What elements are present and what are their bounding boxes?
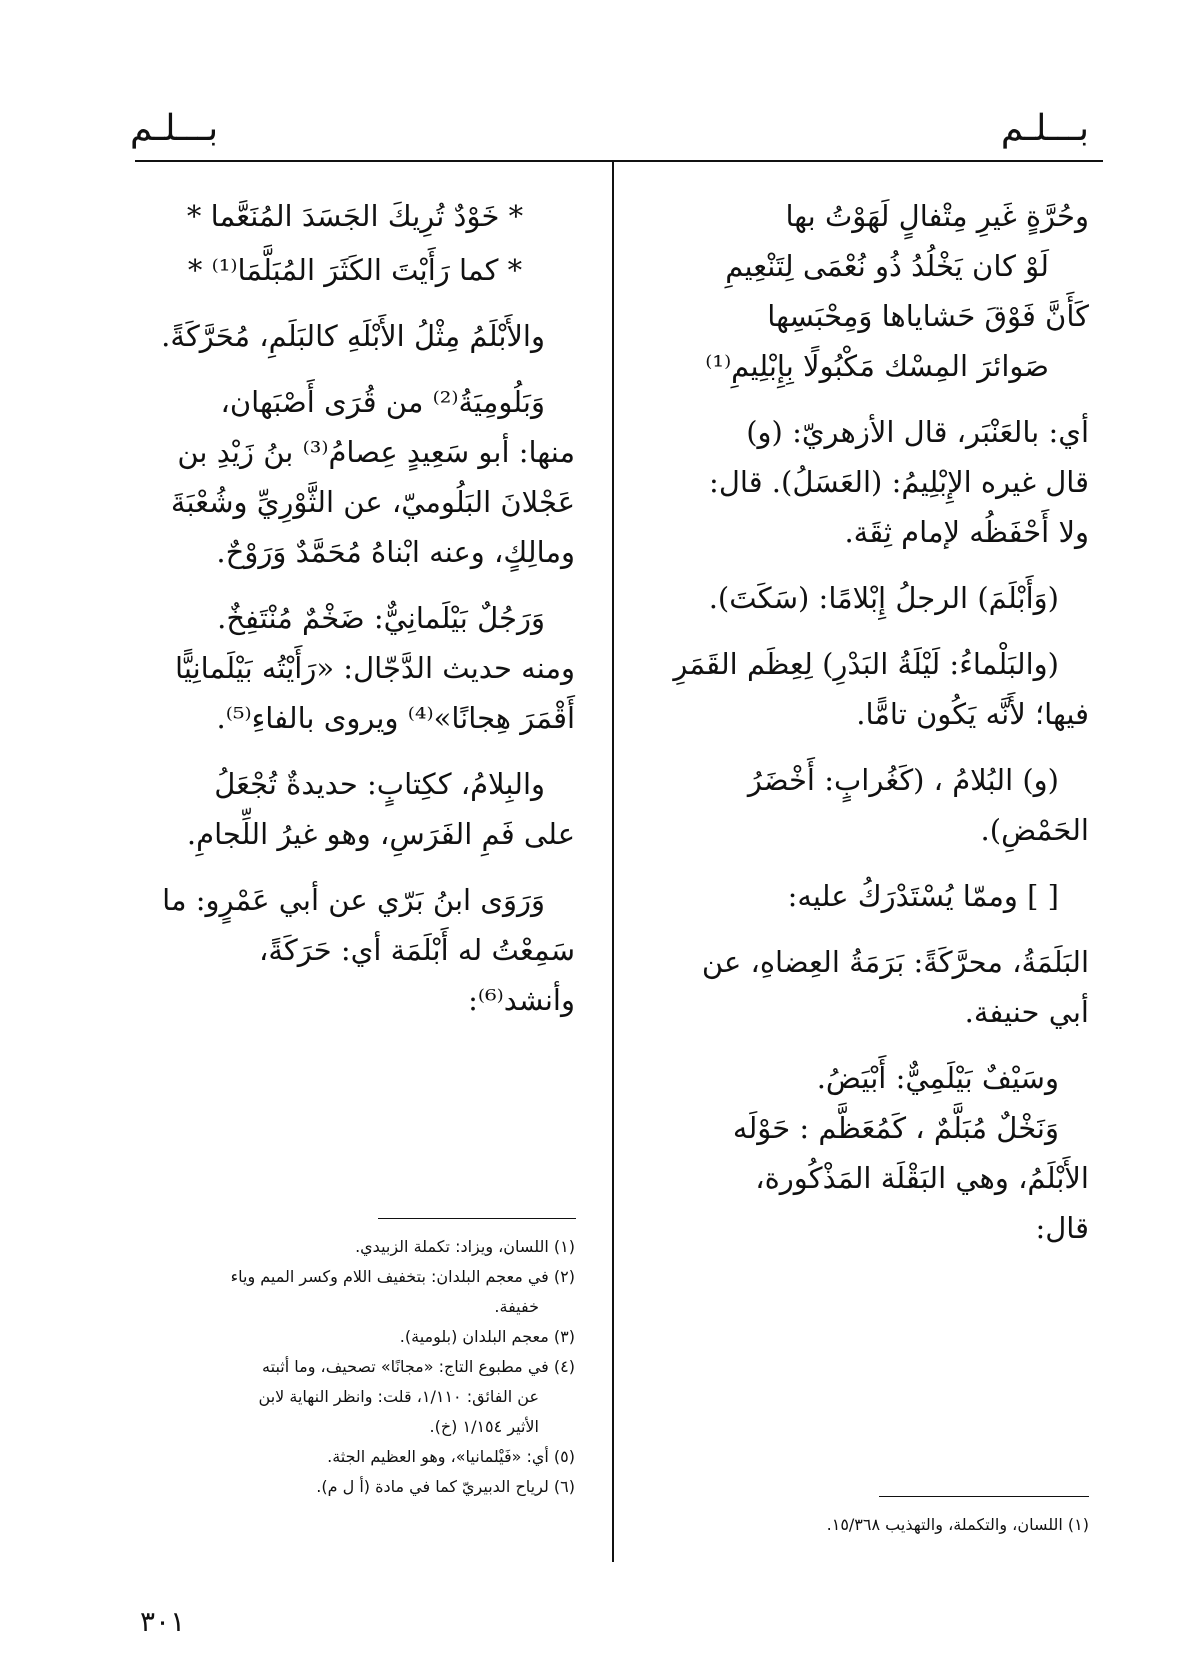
text-line: قال:: [1035, 1211, 1089, 1245]
text-line: الحَمْضِ).: [980, 813, 1089, 847]
footnote-continuation: خفيفة.: [494, 1297, 539, 1316]
text-line: على فَمِ الفَرَسِ، وهو غيرُ اللِّجامِ.: [186, 817, 575, 851]
footnote: (٥) أي: «فَيْلمانيا»، وهو العظيم الجثة.: [327, 1447, 575, 1466]
text-line: ولا أَحْفَظُه لإمام ثِقَة.: [844, 515, 1089, 549]
text-line: وَرَجُلٌ بَيْلَمانِيٌّ: ضَخْمٌ مُنْتَفِخٌ.: [217, 601, 545, 635]
text-line: سَمِعْتُ له أَبْلَمَة أي: حَرَكَةً،: [259, 933, 575, 967]
footnote: (٦) لرياح الدبيريّ كما في مادة (أ ل م).: [316, 1477, 575, 1496]
text-line: (والبَلْماءُ: لَيْلَةُ البَدْرِ) لِعِظَم القَمَرِ: [673, 647, 1059, 681]
footnotes-left: [135, 1232, 575, 1502]
text-line: منها: أبو سَعِيدٍ عِصامُ⁽³⁾ بنُ زَيْدِ بن: [177, 435, 575, 469]
footnote-continuation: عن الفائق: ١/١١٠، قلت: وانظر النهاية لابن: [258, 1387, 539, 1406]
footnote-rule-left: [378, 1218, 576, 1219]
text-line: وأنشد⁽⁶⁾:: [468, 983, 575, 1017]
text-line: وَرَوَى ابنُ بَرّي عن أبي عَمْرٍو: ما: [162, 883, 545, 917]
verse-line: * كما رَأَيْتَ الكَثَرَ المُبَلَّمَا⁽¹⁾ *: [187, 253, 523, 287]
footnote: (١) اللسان، والتكملة، والتهذيب ١٥/٣٦٨.: [826, 1515, 1089, 1534]
footnote-rule-right: [879, 1496, 1089, 1497]
text-line: وسَيْفٌ بَيْلَمِيٌّ: أَبْيَضُ.: [816, 1061, 1059, 1095]
header-rule: [135, 160, 1103, 162]
text-line: أبي حنيفة.: [964, 995, 1089, 1029]
footnote: (٣) معجم البلدان (بلومية).: [399, 1327, 575, 1346]
verse-line: وحُرَّةٍ غَيرِ مِتْفالٍ لَهَوْتُ بها: [785, 199, 1089, 233]
right-column: [634, 192, 1089, 1254]
text-line: وَبَلُومِيَةُ⁽²⁾ من قُرَى أَصْبَهان،: [220, 385, 545, 419]
column-divider: [612, 162, 614, 1562]
running-head-left: بـــلـم: [130, 108, 219, 149]
footnote: (١) اللسان، ويزاد: تكملة الزبيدي.: [355, 1237, 575, 1256]
text-line: أَقْمَرَ هِجانًا»⁽⁴⁾ ويروى بالفاءِ⁽⁵⁾.: [216, 701, 575, 735]
verse-line: صَوائرَ المِسْك مَكْبُولًا بِإِبْلِيمِ⁽¹⁾: [705, 349, 1049, 383]
text-line: والبِلامُ، ككِتابٍ: حديدةٌ تُجْعَلُ: [214, 767, 545, 801]
text-line: (وَأَبْلَمَ) الرجلُ إِبْلامًا: (سَكَتَ).: [708, 581, 1059, 615]
text-line: والأَبْلَمُ مِثْلُ الأَبْلَهِ كالبَلَمِ، مُحَرَّكَةً.: [161, 319, 545, 353]
verse-line: * خَوْدٌ تُرِيكَ الجَسَدَ المُنَعَّما *: [186, 199, 524, 233]
footnote: (٤) في مطبوع التاج: «مجانًا» تصحيف، وما أثبته: [262, 1357, 575, 1376]
text-line: عَجْلانَ البَلُوميّ، عن الثَّوْرِيِّ وشُعْبَةَ: [170, 485, 575, 519]
page-number: ٣٠١: [140, 1605, 186, 1638]
left-column: [135, 192, 575, 1026]
text-line: ومالِكٍ، وعنه ابْناهُ مُحَمَّدٌ وَرَوْحٌ.: [216, 535, 575, 569]
text-line: أي: بالعَنْبَر، قال الأزهريّ: (و): [746, 415, 1089, 449]
text-line: قال غيره الإِبْلِيمُ: (العَسَلُ). قال:: [709, 465, 1089, 499]
running-head-right: بـــلـم: [1000, 108, 1089, 149]
verse-line: لَوْ كان يَخْلُدُ ذُو نُعْمَى لِتَنْعِيمِ: [725, 249, 1049, 283]
footnote: (٢) في معجم البلدان: بتخفيف اللام وكسر الميم وياء: [230, 1267, 575, 1286]
verse-line: كَأَنَّ فَوْقَ حَشاياها وَمِحْبَسِها: [767, 299, 1089, 333]
footnotes-right: [634, 1510, 1089, 1540]
text-line: وَنَخْلٌ مُبَلَّمٌ ، كَمُعَظَّم : حَوْلَه: [732, 1111, 1059, 1145]
text-line: البَلَمَةُ، محرَّكَةً: بَرَمَةُ العِضاهِ، عن: [701, 945, 1089, 979]
footnote-continuation: الأثير ١/١٥٤ (خ).: [429, 1417, 539, 1436]
text-line: ومنه حديث الدَّجّال: «رَأَيْتُه بَيْلَمانِيًّا: [175, 651, 575, 685]
text-line: (و) البُلامُ ، (كَغُرابٍ: أَخْضَرُ: [747, 763, 1059, 797]
text-line: فيها؛ لأَنَّه يَكُون تامًّا.: [856, 697, 1089, 731]
text-line: الأَبْلَمُ، وهي البَقْلَة المَذْكُورة،: [755, 1161, 1089, 1195]
section-heading: [ ] وممّا يُسْتَدْرَكُ عليه:: [787, 879, 1059, 913]
